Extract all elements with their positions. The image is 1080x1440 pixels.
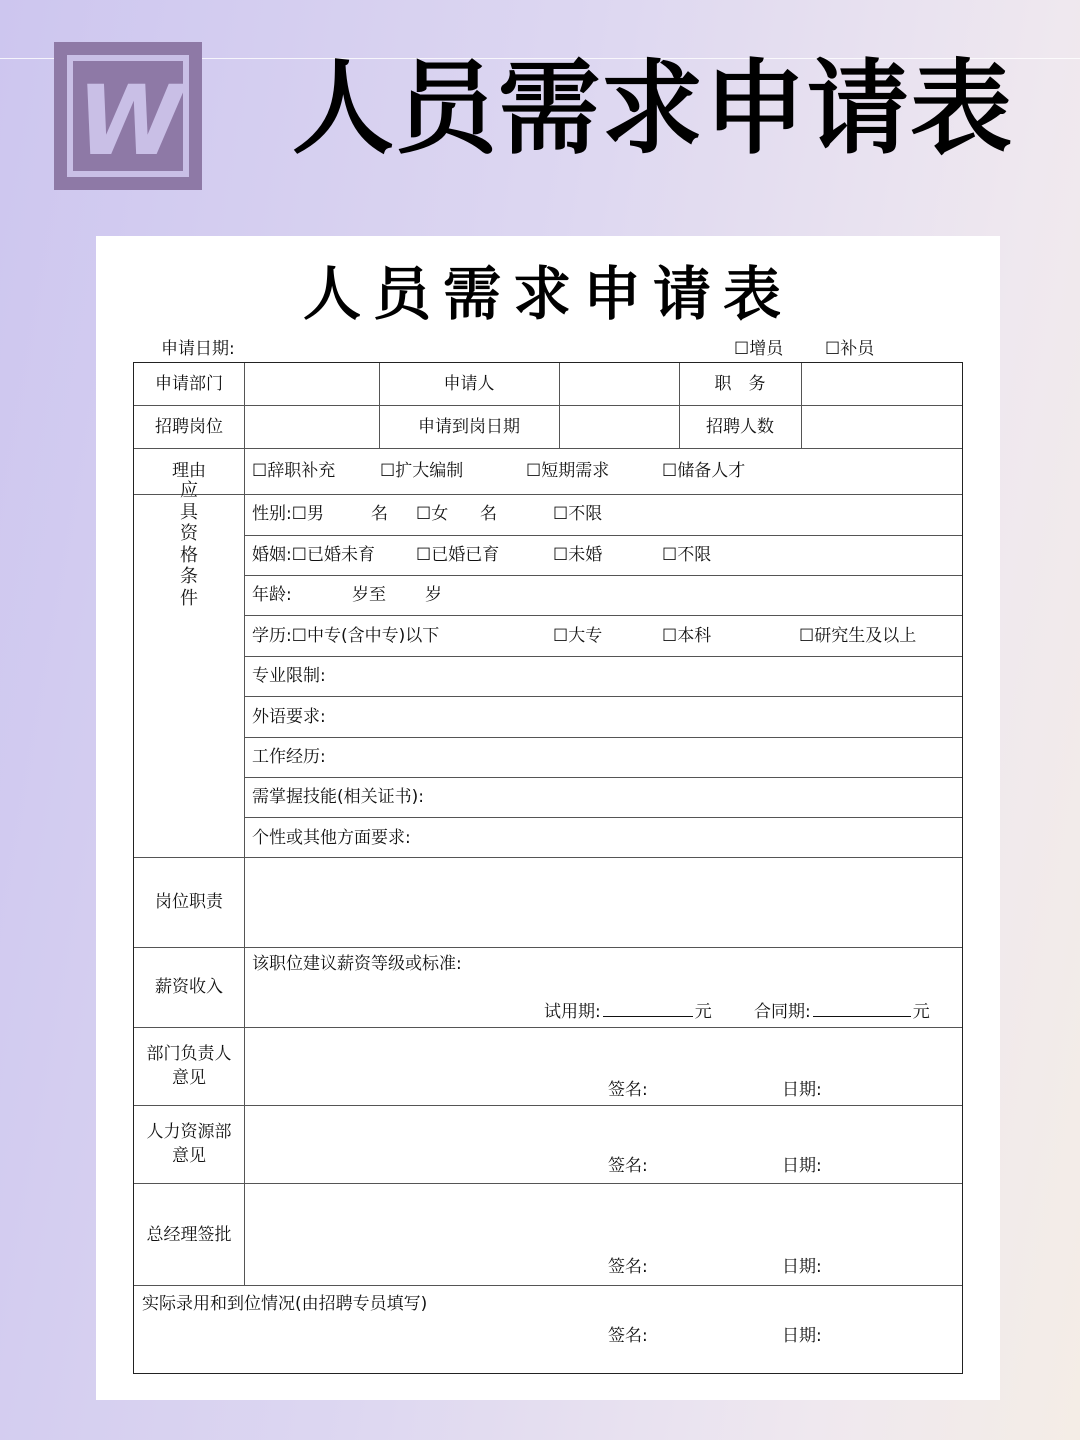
hr-date-label: 日期: bbox=[782, 1156, 822, 1176]
hr-sign-label: 签名: bbox=[608, 1156, 648, 1176]
checkbox-expand[interactable]: ☐扩大编制 bbox=[380, 461, 464, 481]
marriage-single[interactable]: ☐未婚 bbox=[553, 545, 603, 565]
label-hr-opinion: 意见 bbox=[172, 1146, 206, 1166]
gm-sign-label: 签名: bbox=[608, 1257, 648, 1277]
label-department: 申请部门 bbox=[155, 374, 223, 394]
age-label: 年龄: bbox=[252, 585, 292, 605]
label-actual-hiring: 实际录用和到位情况(由招聘专员填写) bbox=[142, 1294, 428, 1314]
field-duties[interactable] bbox=[245, 858, 962, 947]
actual-sign-label: 签名: bbox=[608, 1326, 648, 1346]
checkbox-short-term[interactable]: ☐短期需求 bbox=[526, 461, 610, 481]
dept-head-date-label: 日期: bbox=[782, 1080, 822, 1100]
skills-label: 需掌握技能(相关证书): bbox=[252, 787, 424, 807]
label-reason: 理由 bbox=[172, 461, 206, 481]
label-hr: 人力资源部 bbox=[146, 1122, 232, 1142]
edu-college[interactable]: ☐大专 bbox=[553, 626, 603, 646]
label-arrival-date: 申请到岗日期 bbox=[418, 417, 520, 437]
label-salary: 薪资收入 bbox=[155, 977, 223, 997]
apply-date-label: 申请日期: bbox=[161, 339, 235, 359]
gender-any[interactable]: ☐不限 bbox=[553, 504, 603, 524]
salary-contract-line bbox=[754, 1000, 930, 1023]
field-arrival-date[interactable] bbox=[560, 406, 679, 448]
actual-date-label: 日期: bbox=[782, 1326, 822, 1346]
label-recruit-count: 招聘人数 bbox=[706, 417, 774, 437]
checkbox-replace-staff[interactable]: ☐补员 bbox=[825, 339, 875, 359]
marriage-married-no-child[interactable]: 婚姻:☐已婚未育 bbox=[252, 545, 375, 565]
contract-amount-field[interactable] bbox=[813, 1000, 911, 1017]
label-gm-approval: 总经理签批 bbox=[146, 1225, 232, 1245]
age-to-label: 岁至 bbox=[352, 585, 386, 605]
probation-unit: 元 bbox=[694, 1002, 712, 1022]
checkbox-resign-replace[interactable]: ☐辞职补充 bbox=[252, 461, 336, 481]
contract-label: 合同期: bbox=[754, 1002, 811, 1022]
banner-title: 人员需求申请表 bbox=[292, 50, 1013, 169]
application-form-table bbox=[133, 362, 963, 1374]
probation-label: 试用期: bbox=[544, 1002, 601, 1022]
contract-unit: 元 bbox=[912, 1002, 930, 1022]
label-duties: 岗位职责 bbox=[155, 892, 223, 912]
experience-label: 工作经历: bbox=[252, 747, 326, 767]
salary-suggest-label: 该职位建议薪资等级或标准: bbox=[252, 954, 462, 974]
label-applicant: 申请人 bbox=[443, 374, 495, 394]
field-job-title[interactable] bbox=[802, 364, 962, 405]
gender-female[interactable]: ☐女 bbox=[416, 504, 449, 524]
edu-bachelor[interactable]: ☐本科 bbox=[662, 626, 712, 646]
label-dept-head-opinion: 意见 bbox=[172, 1068, 206, 1088]
age-unit-label: 岁 bbox=[425, 585, 442, 605]
other-requirements-label: 个性或其他方面要求: bbox=[252, 828, 411, 848]
dept-head-sign-label: 签名: bbox=[608, 1080, 648, 1100]
label-qualifications: 应具资格条件 bbox=[180, 480, 198, 609]
word-document-icon bbox=[54, 42, 202, 190]
logo-letter: W bbox=[77, 65, 183, 177]
gender-male[interactable]: 性别:☐男 bbox=[252, 504, 324, 524]
checkbox-add-staff[interactable]: ☐增员 bbox=[734, 339, 784, 359]
label-dept-head: 部门负责人 bbox=[146, 1044, 232, 1064]
field-recruit-count[interactable] bbox=[802, 406, 962, 448]
gm-date-label: 日期: bbox=[782, 1257, 822, 1277]
edu-graduate[interactable]: ☐研究生及以上 bbox=[799, 626, 917, 646]
field-recruit-post[interactable] bbox=[245, 406, 379, 448]
field-applicant[interactable] bbox=[560, 364, 679, 405]
label-recruit-post: 招聘岗位 bbox=[155, 417, 223, 437]
marriage-married-child[interactable]: ☐已婚已育 bbox=[416, 545, 500, 565]
gender-male-unit: 名 bbox=[371, 504, 388, 524]
checkbox-reserve-talent[interactable]: ☐储备人才 bbox=[662, 461, 746, 481]
form-paper bbox=[96, 236, 1000, 1400]
marriage-any[interactable]: ☐不限 bbox=[662, 545, 712, 565]
major-restriction-label: 专业限制: bbox=[252, 666, 326, 686]
language-label: 外语要求: bbox=[252, 707, 326, 727]
edu-secondary[interactable]: 学历:☐中专(含中专)以下 bbox=[252, 626, 440, 646]
label-job-title: 职 务 bbox=[714, 374, 766, 394]
form-title: 人员需求申请表 bbox=[302, 260, 793, 328]
salary-probation-line bbox=[544, 1000, 712, 1023]
probation-amount-field[interactable] bbox=[603, 1000, 693, 1017]
gender-female-unit: 名 bbox=[480, 504, 497, 524]
field-department[interactable] bbox=[245, 364, 379, 405]
